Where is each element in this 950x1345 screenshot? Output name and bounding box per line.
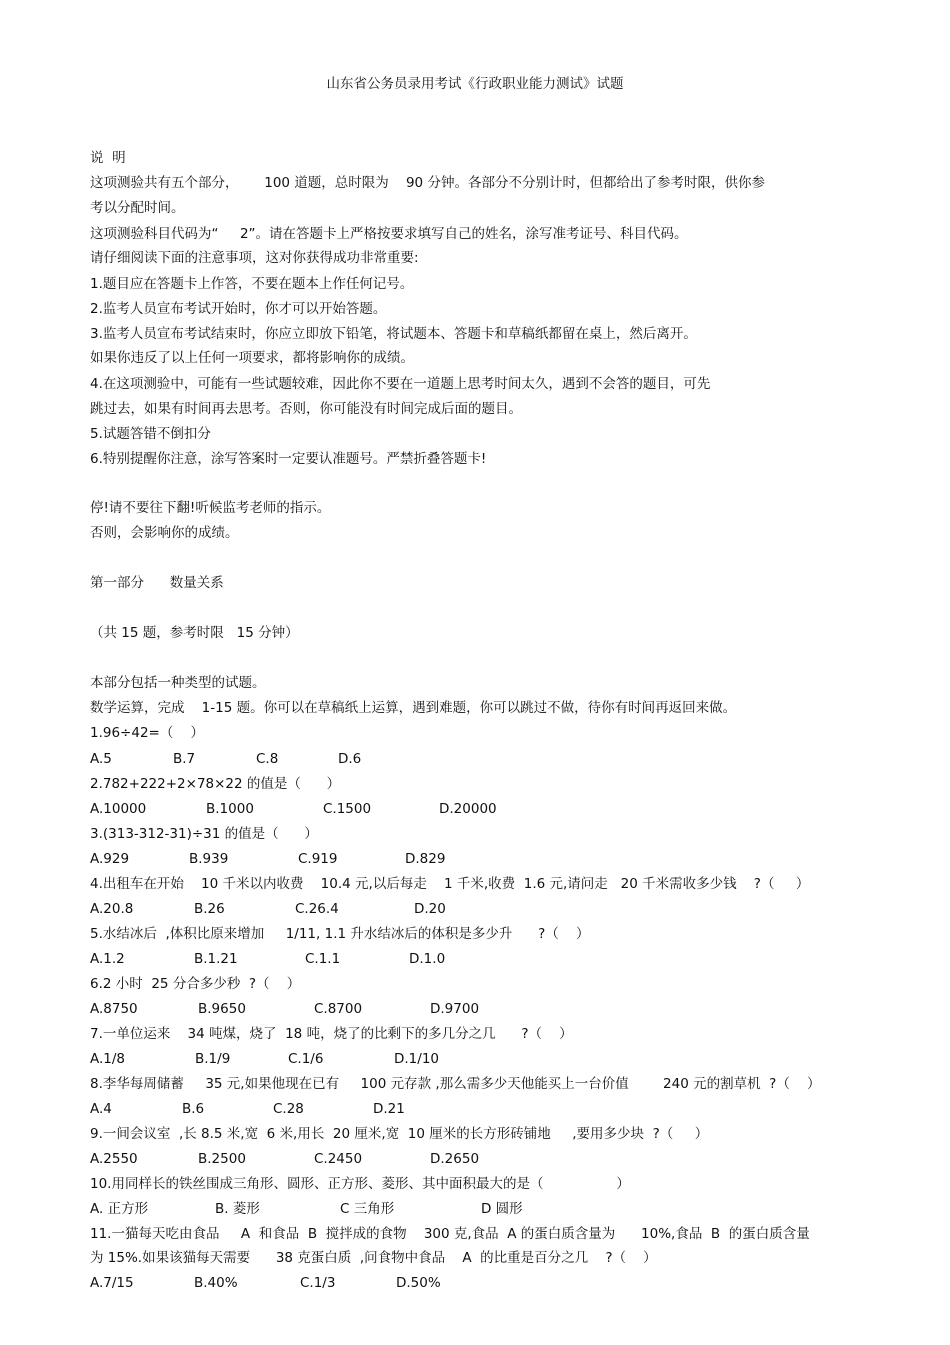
- intro-line: 1.题目应在答题卡上作答，不要在题本上作任何记号。: [90, 276, 414, 292]
- page-title: 山东省公务员录用考试《行政职业能力测试》试题: [326, 76, 624, 92]
- option-b: B.2500: [198, 1151, 246, 1167]
- intro-heading: 说 明: [90, 150, 126, 166]
- question-text: 6.2 小时 25 分合多少秒 ?（ ）: [90, 976, 301, 992]
- option-d: D.829: [405, 851, 446, 867]
- option-c: C.1/6: [288, 1051, 324, 1067]
- option-b: B.1/9: [195, 1051, 231, 1067]
- intro-line: 这项测验共有五个部分， 100 道题，总时限为 90 分钟。各部分不分别计时，但都给出了参考时限，供你参: [90, 175, 765, 191]
- intro-line: 考以分配时间。: [90, 200, 185, 216]
- option-a: A.5: [90, 751, 112, 767]
- option-c: C.2450: [314, 1151, 363, 1167]
- warning-line: 停!请不要往下翻!听候监考老师的指示。: [90, 500, 331, 516]
- option-a: A.10000: [90, 801, 147, 817]
- question-text: 10.用同样长的铁丝围成三角形、圆形、正方形、菱形、其中面积最大的是（ ）: [90, 1176, 630, 1192]
- option-d: D.9700: [430, 1001, 480, 1017]
- option-d: D 圆形: [481, 1201, 523, 1217]
- intro-line: 如果你违反了以上任何一项要求，都将影响你的成绩。: [90, 350, 414, 366]
- option-c: C.1.1: [305, 951, 341, 967]
- option-a: A.2550: [90, 1151, 138, 1167]
- option-c: C.8700: [314, 1001, 363, 1017]
- question-text: 8.李华每周储蓄 35 元,如果他现在已有 100 元存款 ,那么需多少天他能买上一台价值 240 元的割草机 ?（ ）: [90, 1076, 821, 1092]
- intro-line: 6.特别提醒你注意，涂写答案时一定要认准题号。严禁折叠答题卡!: [90, 451, 487, 467]
- intro-line: 2.监考人员宣布考试开始时，你才可以开始答题。: [90, 301, 387, 317]
- option-b: B.939: [189, 851, 229, 867]
- option-a: A.4: [90, 1101, 112, 1117]
- option-d: D.2650: [430, 1151, 480, 1167]
- intro-line: 3.监考人员宣布考试结束时，你应立即放下铅笔，将试题本、答题卡和草稿纸都留在桌上，然后离开。: [90, 326, 697, 342]
- option-c: C.8: [256, 751, 279, 767]
- option-b: B.1000: [206, 801, 254, 817]
- option-a: A.929: [90, 851, 130, 867]
- question-text: 1.96÷42=（ ）: [90, 725, 205, 741]
- question-text: 2.782+222+2×78×22 的值是（ ）: [90, 776, 341, 792]
- intro-line: 4.在这项测验中，可能有一些试题较难，因此你不要在一道题上思考时间太久，遇到不会答的题目，可先: [90, 376, 711, 392]
- intro-line: 5.试题答错不倒扣分: [90, 426, 211, 442]
- section-desc: 本部分包括一种类型的试题。: [90, 675, 266, 691]
- option-d: D.1.0: [409, 951, 446, 967]
- section-title: 第一部分 数量关系: [90, 575, 224, 591]
- option-b: B.40%: [194, 1275, 238, 1291]
- option-c: C.1500: [323, 801, 372, 817]
- section-desc: 数学运算，完成 1-15 题。你可以在草稿纸上运算，遇到难题，你可以跳过不做，待你有时间再返回来做。: [90, 700, 737, 716]
- option-d: D.20000: [439, 801, 497, 817]
- option-d: D.20: [414, 901, 446, 917]
- section-subtitle: （共 15 题，参考时限 15 分钟）: [90, 625, 299, 641]
- option-b: B.26: [194, 901, 225, 917]
- option-b: B.6: [182, 1101, 205, 1117]
- question-text: 11.一猫每天吃由食品 A 和食品 B 搅拌成的食物 300 克,食品 A 的蛋白质含量为 10%,食品 B 的蛋白质含量: [90, 1226, 810, 1242]
- option-d: D.50%: [396, 1275, 441, 1291]
- warning-line: 否则，会影响你的成绩。: [90, 525, 239, 541]
- option-d: D.21: [373, 1101, 405, 1117]
- option-b: B.1.21: [194, 951, 238, 967]
- option-c: C.28: [273, 1101, 304, 1117]
- option-c: C.26.4: [295, 901, 339, 917]
- option-c: C.1/3: [300, 1275, 336, 1291]
- option-a: A.8750: [90, 1001, 138, 1017]
- option-d: D.1/10: [394, 1051, 440, 1067]
- question-text: 5.水结冰后 ,体积比原来增加 1/11, 1.1 升水结冰后的体积是多少升 ?（ ）: [90, 926, 590, 942]
- intro-line: 这项测验科目代码为“ 2”。请在答题卡上严格按要求填写自己的姓名，涂写准考证号、科目代码。: [90, 226, 688, 242]
- question-text: 7.一单位运来 34 吨煤，烧了 18 吨，烧了的比剩下的多几分之几 ?（ ）: [90, 1026, 573, 1042]
- question-text: 9.一间会议室 ,长 8.5 米,宽 6 米,用长 20 厘米,宽 10 厘米的长方形砖铺地 ,要用多少块 ?（ ）: [90, 1126, 709, 1142]
- option-b: B.7: [173, 751, 196, 767]
- question-text: 为 15%.如果该猫每天需要 38 克蛋白质 ,问食物中食品 A 的比重是百分之几 ?（ ）: [90, 1250, 657, 1266]
- option-b: B. 菱形: [215, 1201, 260, 1217]
- option-c: C.919: [298, 851, 338, 867]
- question-text: 4.出租车在开始 10 千米以内收费 10.4 元,以后每走 1 千米,收费 1.6 元,请问走 20 千米需收多少钱 ?（ ）: [90, 876, 810, 892]
- option-a: A.1/8: [90, 1051, 126, 1067]
- option-a: A.1.2: [90, 951, 125, 967]
- option-a: A.7/15: [90, 1275, 134, 1291]
- intro-line: 请仔细阅读下面的注意事项，这对你获得成功非常重要:: [90, 250, 419, 266]
- intro-line: 跳过去，如果有时间再去思考。否则，你可能没有时间完成后面的题目。: [90, 401, 522, 417]
- option-d: D.6: [338, 751, 362, 767]
- option-a: A.20.8: [90, 901, 134, 917]
- question-text: 3.(313-312-31)÷31 的值是（ ）: [90, 826, 318, 842]
- option-a: A. 正方形: [90, 1201, 149, 1217]
- option-b: B.9650: [198, 1001, 246, 1017]
- option-c: C 三角形: [340, 1201, 395, 1217]
